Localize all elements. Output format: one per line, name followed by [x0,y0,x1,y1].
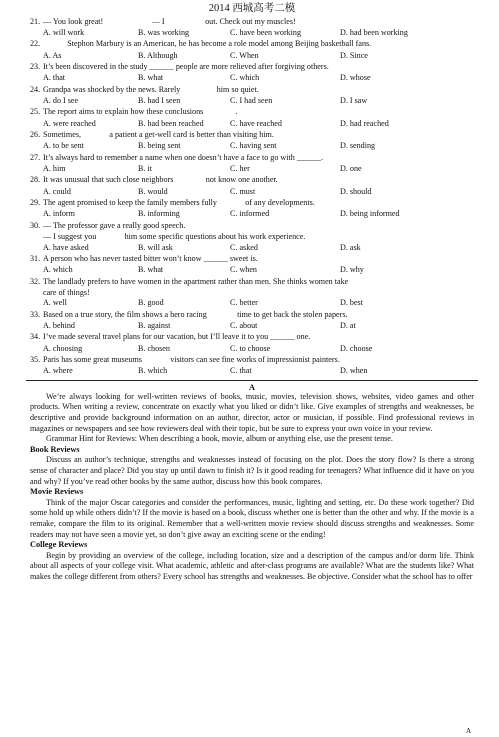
question-item [30,356,474,367]
answer-option: D. choose [340,343,373,353]
question-stem: I’ve made several travel plans for our vacation, but I’ll leave it to you ______ one. [43,332,311,342]
answer-option: C. when [230,265,257,275]
question-number: 27. [30,152,41,162]
question-stem: It’s been discovered in the study ______ people are more relieved after forgiving others. [43,61,329,71]
answer-option: D. being informed [340,209,400,219]
answer-option: A. As [43,50,62,60]
answer-option: A. have asked [43,242,89,252]
answer-option: D. one [340,163,362,173]
question-stem-continued: care of things! [43,287,90,297]
question-stem: Paris has some great museums visitors can see fine works of impressionist painters. [43,355,340,365]
question-stem: The agent promised to keep the family members fully of any developments. [43,198,315,207]
answer-option: D. ask [340,242,361,252]
answer-option: A. inform [43,209,75,219]
answer-option: C. to choose [230,343,271,353]
question-stem-continued: — I suggest you him some specific questions about his work experience. [43,232,306,242]
answer-option: B. will ask [138,242,173,252]
answer-option: A. behind [43,321,75,331]
question-number: 24. [30,84,41,94]
question-item [30,40,474,51]
answer-option: B. informing [138,209,180,219]
answer-options [30,210,474,221]
answer-option: A. will work [43,27,85,37]
answer-option: A. him [43,163,66,173]
answer-option: B. what [138,73,164,83]
answer-option: C. I had seen [230,95,273,105]
answer-options [30,142,474,153]
answer-option: C. about [230,321,258,331]
answer-option: D. when [340,366,368,376]
question-item [30,176,474,187]
book-reviews-text: Discuss an author’s technique, strengths and weaknesses instead of focusing on the plot. Does the story flow? Is there a strong sense of character and place? Did you stay up until dawn to finish it? Is it good reading for teenagers? What influence did it have on you and why? If you’ve read other books by the same author, discuss how this book compares. [30,455,474,486]
answer-option: A. could [43,186,71,196]
answer-option: C. her [230,163,250,173]
question-number: 28. [30,175,41,185]
exam-page [30,4,474,583]
answer-option: D. whose [340,73,371,83]
question-stem: Sometimes, a patient a get-well card is better than visiting him. [43,129,274,139]
page-title: 2014 西城高考二模 [208,3,296,14]
question-number: 21. [30,16,41,26]
answer-option: A. were reached [43,118,96,128]
question-stem: Stephon Marbury is an American, he has become a role model among Beijing basketball fans. [43,39,372,49]
question-stem: — The professor gave a really good speech. [43,220,186,230]
answer-option: B. had been reached [138,118,204,128]
answer-option: B. was working [138,27,190,37]
question-number: 32. [30,276,41,286]
question-stem: It’s always hard to remember a name when one doesn’t have a face to go with ______. [43,152,324,162]
answer-option: D. at [340,321,356,331]
reading-grammar-hint: Grammar Hint for Reviews: When describing a book, movie, album or anything else, use the present tense. [46,434,393,444]
question-number: 25. [30,107,41,117]
answer-option: D. had reached [340,118,389,128]
answer-options [30,367,474,378]
answer-option: A. to be sent [43,141,84,151]
answer-option: B. would [138,186,168,196]
answer-option: B. being sent [138,141,181,151]
answer-option: C. which [230,73,260,83]
answer-option: A. where [43,366,73,376]
answer-options [30,266,474,277]
book-reviews-heading: Book Reviews [30,444,80,454]
question-stem: The landlady prefers to have women in the apartment rather than men. She thinks women take [43,276,349,286]
answer-option: D. Since [340,50,368,60]
answer-option: B. what [138,265,164,275]
question-number: 22. [30,39,41,49]
answer-option: A. well [43,298,67,308]
answer-option: A. do I see [43,95,79,105]
answer-option: A. that [43,73,66,83]
question-number: 35. [30,355,41,365]
answer-options [30,74,474,85]
question-stem: Grandpa was shocked by the news. Rarely him so quiet. [43,84,259,94]
answer-option: C. informed [230,209,270,219]
page-footer-mark: A [465,727,471,735]
answer-option: B. which [138,366,168,376]
question-stem: — You look great! — I out. Check out my muscles! [43,16,296,26]
question-stem: A person who has never tasted bitter won’t know ______ sweet is. [43,253,258,263]
question-item [30,278,474,289]
answer-option: C. must [230,186,256,196]
answer-option: D. best [340,298,363,308]
reading-intro: We’re always looking for well-written reviews of books, music, movies, television shows, websites, video games and other products. When writing a review, concentrate on exactly what you liked or didn’t like. Give examples of strengths and weaknesses, be descriptive and provide background information on an author, director, actor or musician, if possible. Find professional reviews in magazines or newspapers and see how reviewers deal with their topic, but be sure to express your own voice in your review. [30,391,474,433]
question-number: 26. [30,129,41,139]
question-number: 34. [30,332,41,342]
section-letter: A [248,381,256,392]
answer-option: B. had I seen [138,95,181,105]
answer-option: A. which [43,265,73,275]
question-number: 29. [30,198,41,207]
movie-reviews-heading: Movie Reviews [30,487,84,497]
question-list [30,18,474,379]
answer-option: B. it [138,163,152,173]
answer-option: C. asked [230,242,258,252]
question-number: 30. [30,220,41,230]
answer-option: D. should [340,186,372,196]
answer-option: B. Although [138,50,178,60]
question-number: 31. [30,253,41,263]
question-stem: It was unusual that such close neighbors not know one another. [43,175,278,185]
answer-option: B. against [138,321,171,331]
question-stem: Based on a true story, the film shows a hero racing time to get back the stolen papers. [43,309,348,319]
college-reviews-text: Begin by providing an overview of the college, including location, size and a description of the campus and/or dorm life. Think about all aspects of your college visit. What academic, athletic and after-class programs are available? What are the students like? What makes the college different from others? Every school has strengths and weaknesses. Be objective. Consider what the school has to offer [30,550,474,581]
answer-option: D. sending [340,141,376,151]
answer-option: C. have been working [230,27,302,37]
answer-option: C. having sent [230,141,277,151]
question-item [30,154,474,165]
answer-option: C. better [230,298,258,308]
college-reviews-heading: College Reviews [30,540,88,550]
answer-option: D. why [340,265,364,275]
answer-option: B. chosen [138,343,170,353]
answer-option: C. When [230,50,259,60]
answer-option: D. had been working [340,27,408,37]
answer-option: A. choosing [43,343,83,353]
movie-reviews-text: Think of the major Oscar categories and consider the performances, music, lighting and setting, etc. Do these work together? Did some hold up while others didn’t? If the movie is based on a book, discuss whether one is better than the other and why. If the movie is a remake, compare the film to its original. Remember that a well-written movie review should discuss strengths and weaknesses. Some readers may not have seen a movie yet, so don’t give away an exciting scene or the ending! [30,497,474,539]
question-number: 33. [30,309,41,319]
answer-option: C. that [230,366,252,376]
answer-option: C. have reached [230,118,282,128]
answer-option: B. good [138,298,164,308]
answer-option: D. I saw [340,95,368,105]
question-item [30,108,474,119]
section-divider [26,380,478,381]
question-number: 23. [30,61,41,71]
question-stem: The report aims to explain how these conclusions . [43,107,238,117]
